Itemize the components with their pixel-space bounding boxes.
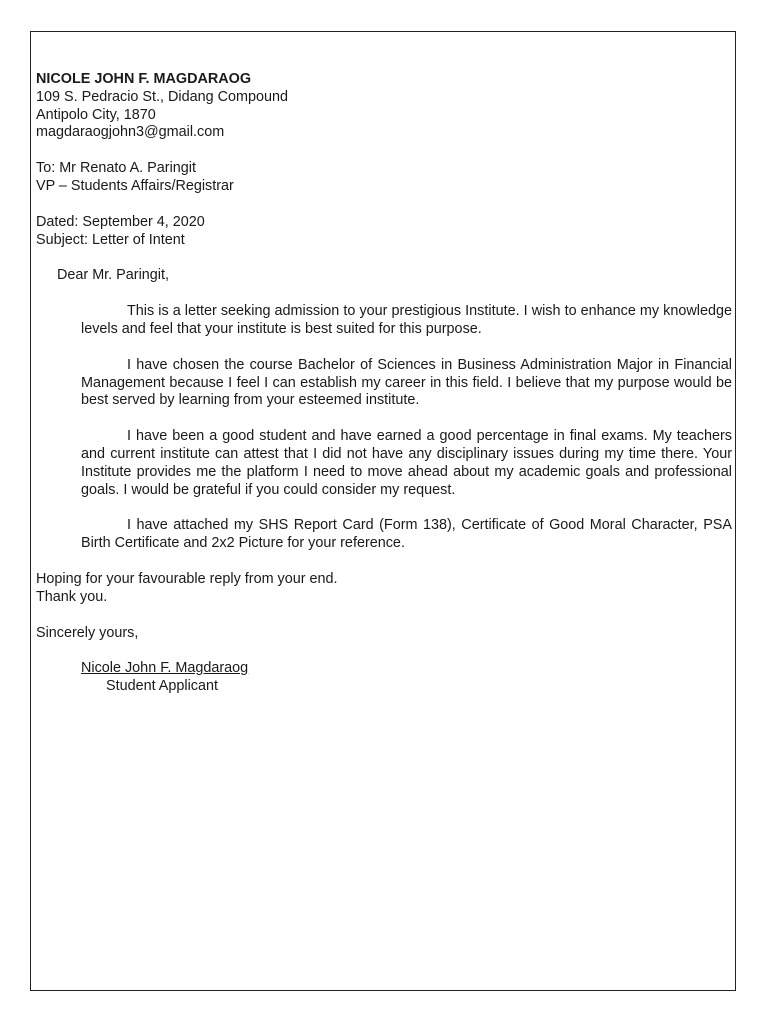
subject-line: Subject: Letter of Intent [36,231,185,248]
letter-body [36,71,732,696]
recipient-block [36,160,732,196]
paragraph-4: I have attached my SHS Report Card (Form 138), Certificate of Good Moral Character, PSA Birth Certificate and 2x2 Picture for your reference. [81,517,732,552]
recipient-to-line: To: Mr Renato A. Paringit [36,160,196,177]
paragraph-2: I have chosen the course Bachelor of Sciences in Business Administration Major in Financial Management because I feel I can establish my career in this field. I believe that my purpose would be best served by learning from your esteemed institute. [81,356,732,409]
spacer [36,196,732,214]
paragraph-1: This is a letter seeking admission to your prestigious Institute. I wish to enhance my knowledge levels and feel that your institute is best suited for this purpose. [81,303,732,337]
salutation: Dear Mr. Paringit, [57,267,169,284]
closing-block [36,571,732,607]
sender-address-line1: 109 S. Pedracio St., Didang Compound [36,88,288,105]
recipient-title-line: VP – Students Affairs/Registrar [36,177,234,194]
closing-line2: Thank you. [36,588,108,605]
meta-block [36,214,732,250]
sender-block [36,71,732,142]
closing-line1: Hoping for your favourable reply from your end. [36,570,338,587]
paragraph-3: I have been a good student and have earned a good percentage in final exams. My teachers and current institute can attest that I did not have any disciplinary issues during my time there. Your Institute provides me the platform I need to move ahead about my academic goals and professional goals. I would be grateful if you could consider my request. [81,428,732,498]
valediction: Sincerely yours, [36,624,139,641]
spacer [36,142,732,160]
spacer [36,553,732,571]
spacer [36,249,732,267]
signature-name: Nicole John F. Magdaraog [81,660,249,677]
spacer [36,642,732,660]
signature-block [81,660,732,696]
signature-title: Student Applicant [106,678,219,695]
spacer [36,607,732,625]
spacer [36,499,732,517]
sender-address-line2: Antipolo City, 1870 [36,106,156,123]
dated-line: Dated: September 4, 2020 [36,213,205,230]
spacer [36,285,732,303]
spacer [36,410,732,428]
sender-email: magdaraogjohn3@gmail.com [36,124,225,141]
spacer [36,339,732,357]
sender-name: NICOLE JOHN F. MAGDARAOG [36,71,252,87]
